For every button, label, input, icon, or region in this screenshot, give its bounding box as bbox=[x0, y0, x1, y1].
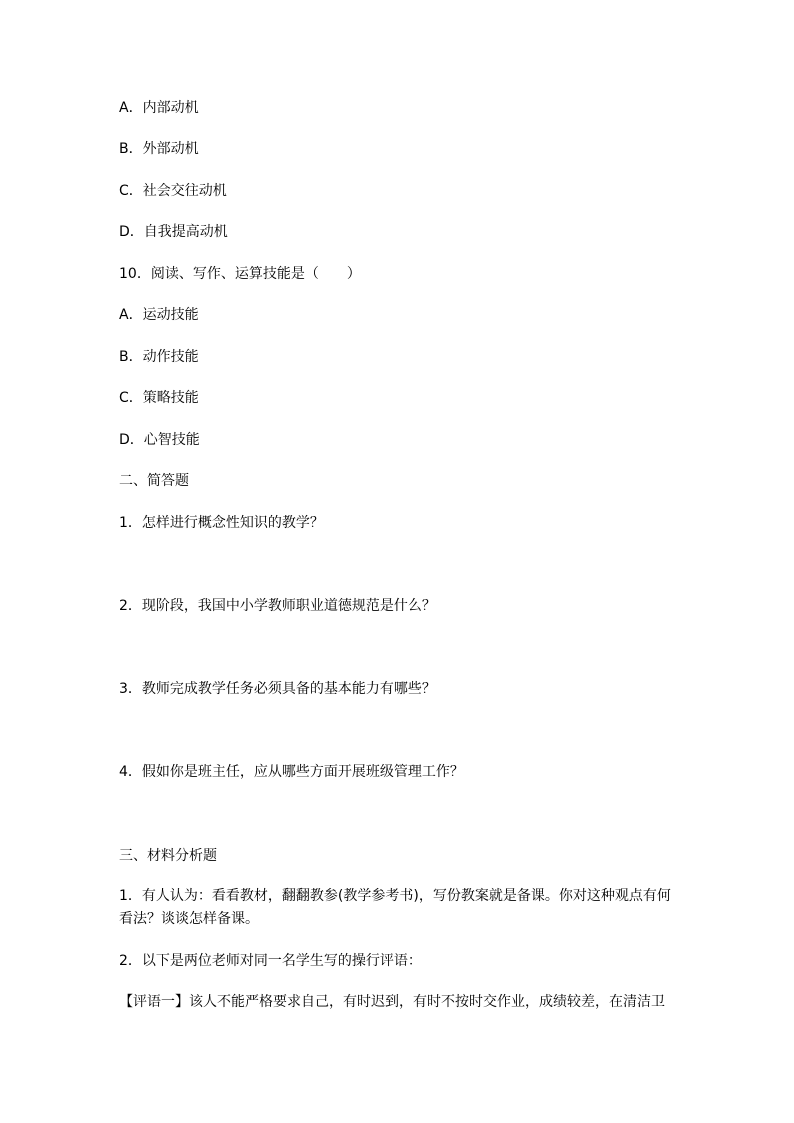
section2-heading: 二、简答题 bbox=[119, 473, 189, 489]
q10-stem: 10．阅读、写作、运算技能是（ ） bbox=[119, 266, 361, 282]
section3-question-2: 2．以下是两位老师对同一名学生写的操行评语： bbox=[119, 953, 422, 969]
q9-option-b: B．外部动机 bbox=[119, 141, 199, 157]
comment-1: 【评语一】该人不能严格要求自己，有时迟到，有时不按时交作业，成绩较差，在清洁卫 bbox=[119, 994, 665, 1010]
section3-question-1: 1．有人认为：看看教材，翻翻教参(教学参考书)，写份教案就是备课。你对这种观点有何看法？谈谈怎样备课。 bbox=[119, 888, 671, 927]
section2-question-4: 4．假如你是班主任，应从哪些方面开展班级管理工作？ bbox=[119, 764, 464, 780]
q10-option-b: B．动作技能 bbox=[119, 349, 199, 365]
q9-option-a: A．内部动机 bbox=[119, 100, 199, 116]
section2-question-2: 2．现阶段，我国中小学教师职业道德规范是什么？ bbox=[119, 598, 436, 614]
q10-option-d: D．心智技能 bbox=[119, 432, 200, 448]
section2-question-3: 3．教师完成教学任务必须具备的基本能力有哪些？ bbox=[119, 681, 436, 697]
q10-option-c: C．策略技能 bbox=[119, 390, 199, 406]
section2-question-1: 1．怎样进行概念性知识的教学？ bbox=[119, 515, 324, 531]
q9-option-c: C．社会交往动机 bbox=[119, 183, 227, 199]
q10-option-a: A．运动技能 bbox=[119, 307, 199, 323]
section3-heading: 三、材料分析题 bbox=[119, 848, 217, 864]
q9-option-d: D．自我提高动机 bbox=[119, 224, 228, 240]
